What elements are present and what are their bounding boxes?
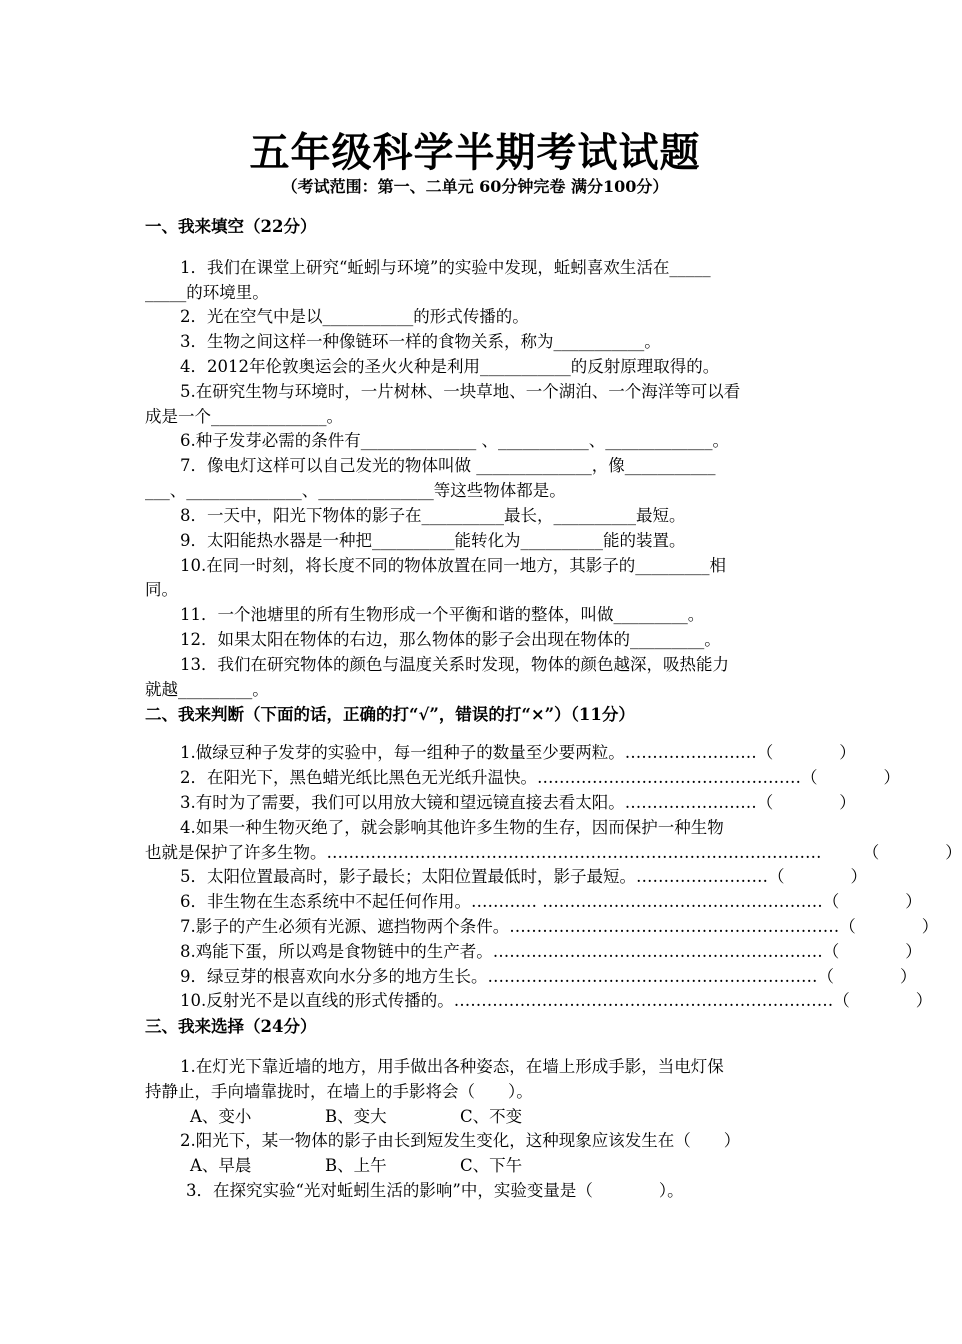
fill-line: 7．像电灯这样可以自己发光的物体叫做 ______________，像___________	[180, 456, 716, 475]
option-b: B、变大	[325, 1107, 387, 1126]
judge-text: 也就是保护了许多生物。	[145, 843, 327, 862]
page-title: 五年级科学半期考试试题	[249, 129, 701, 176]
leader-dots: ………………………………………………………………………………	[326, 843, 822, 862]
option-b: B、上午	[325, 1156, 387, 1175]
leader-dots: ………… ……………………………………………	[471, 892, 823, 911]
page-subtitle: （考试范围：第一、二单元 60分钟完卷 满分100分）	[281, 177, 669, 196]
choice-question: 1.在灯光下靠近墙的地方，用手做出各种姿态，在墙上形成手影，当电灯保	[180, 1057, 724, 1076]
judge-item	[180, 864, 867, 889]
option-a: A、早晨	[190, 1156, 252, 1175]
judge-item	[180, 790, 856, 815]
fill-line: 13．我们在研究物体的颜色与温度关系时发现，物体的颜色越深，吸热能力	[180, 655, 729, 674]
answer-parens: （ ）	[768, 867, 867, 886]
fill-line: 8．一天中，阳光下物体的影子在__________最长，__________最短。	[180, 506, 686, 525]
leader-dots: ……………………………………………………………	[453, 991, 834, 1010]
judge-item	[180, 939, 922, 964]
choice-question: 持静止，手向墙靠拢时，在墙上的手影将会（ ）。	[145, 1082, 533, 1101]
judge-text: 1.做绿豆种子发芽的实验中，每一组种子的数量至少要两粒。	[180, 743, 625, 762]
leader-dots: ……………………	[624, 743, 757, 762]
answer-parens: （ ）	[822, 892, 922, 911]
judge-text: 9．绿豆芽的根喜欢向水分多的地方生长。	[180, 967, 488, 986]
leader-dots: ……………………	[636, 867, 768, 886]
fill-line: 2．光在空气中是以___________的形式传播的。	[180, 307, 529, 326]
answer-parens: （ ）	[817, 967, 917, 986]
judge-item	[145, 840, 962, 865]
judge-text: 2．在阳光下，黑色蜡光纸比黑色无光纸升温快。	[180, 768, 537, 787]
option-c: C、不变	[460, 1107, 523, 1126]
answer-parens: （ ）	[839, 917, 939, 936]
fill-line: _____的环境里。	[145, 283, 269, 302]
judge-text: 10.反射光不是以直线的形式传播的。	[180, 991, 454, 1010]
fill-line: 10.在同一时刻，将长度不同的物体放置在同一地方，其影子的_________相	[180, 556, 726, 575]
fill-line: 3．生物之间这样一种像链环一样的食物关系，称为___________。	[180, 332, 661, 351]
answer-parens: （ ）	[821, 843, 962, 862]
judge-item	[180, 889, 922, 914]
judge-text: 7.影子的产生必须有光源、遮挡物两个条件。	[180, 917, 510, 936]
answer-parens: （ ）	[833, 991, 933, 1010]
judge-text: 8.鸡能下蛋，所以鸡是食物链中的生产者。	[180, 942, 493, 961]
leader-dots: ……………………………………………………	[492, 942, 823, 961]
leader-dots: ……………………………………………………	[509, 917, 840, 936]
answer-parens: （ ）	[756, 793, 856, 812]
option-a: A、变小	[190, 1107, 252, 1126]
judge-item	[180, 988, 933, 1013]
judge-item	[180, 914, 939, 939]
option-c: C、下午	[460, 1156, 523, 1175]
choice-question: 2.阳光下，某一物体的影子由长到短发生变化，这种现象应该发生在（ ）	[180, 1131, 741, 1150]
fill-line: 1．我们在课堂上研究“蚯蚓与环境”的实验中发现，蚯蚓喜欢生活在_____	[180, 258, 711, 277]
fill-line: 11．一个池塘里的所有生物形成一个平衡和谐的整体，叫做_________。	[180, 605, 705, 624]
fill-line: 成是一个______________。	[145, 407, 343, 426]
leader-dots: …………………………………………	[537, 768, 801, 787]
leader-dots: ……………………………………………………	[487, 967, 818, 986]
answer-parens: （ ）	[756, 743, 856, 762]
fill-line: 6.种子发芽必需的条件有______________ 、___________、_____________。	[180, 431, 729, 450]
judge-item	[180, 765, 900, 790]
judge-text: 5．太阳位置最高时，影子最长；太阳位置最低时，影子最短。	[180, 867, 636, 886]
fill-line: 同。	[145, 580, 178, 599]
judge-item	[180, 964, 917, 989]
fill-line: 5.在研究生物与环境时，一片树林、一块草地、一个湖泊、一个海洋等可以看	[180, 382, 741, 401]
section-heading-fill: 一、我来填空（22分）	[145, 217, 317, 236]
fill-line: 4．2012年伦敦奥运会的圣火火种是利用___________的反射原理取得的。	[180, 357, 720, 376]
fill-line: 9．太阳能热水器是一种把__________能转化为__________能的装置。	[180, 531, 686, 550]
judge-text: 6．非生物在生态系统中不起任何作用。	[180, 892, 471, 911]
leader-dots: ……………………	[624, 793, 757, 812]
judge-item	[180, 740, 856, 765]
answer-parens: （ ）	[801, 768, 900, 787]
choice-question: 3．在探究实验“光对蚯蚓生活的影响”中，实验变量是（ ）。	[186, 1181, 684, 1200]
choice-options	[190, 1153, 810, 1178]
choice-options	[190, 1104, 810, 1129]
judge-text: 4.如果一种生物灭绝了，就会影响其他许多生物的生存，因而保护一种生物	[180, 818, 724, 837]
section-heading-choice: 三、我来选择（24分）	[145, 1017, 317, 1036]
fill-line: 12．如果太阳在物体的右边，那么物体的影子会出现在物体的_________。	[180, 630, 721, 649]
section-heading-judge: 二、我来判断（下面的话，正确的打“√”，错误的打“×”）（11分）	[145, 705, 635, 724]
fill-line: 就越_________。	[145, 680, 269, 699]
judge-text: 3.有时为了需要，我们可以用放大镜和望远镜直接去看太阳。	[180, 793, 625, 812]
answer-parens: （ ）	[822, 942, 922, 961]
fill-line: ___、______________、______________等这些物体都是。	[145, 481, 566, 500]
